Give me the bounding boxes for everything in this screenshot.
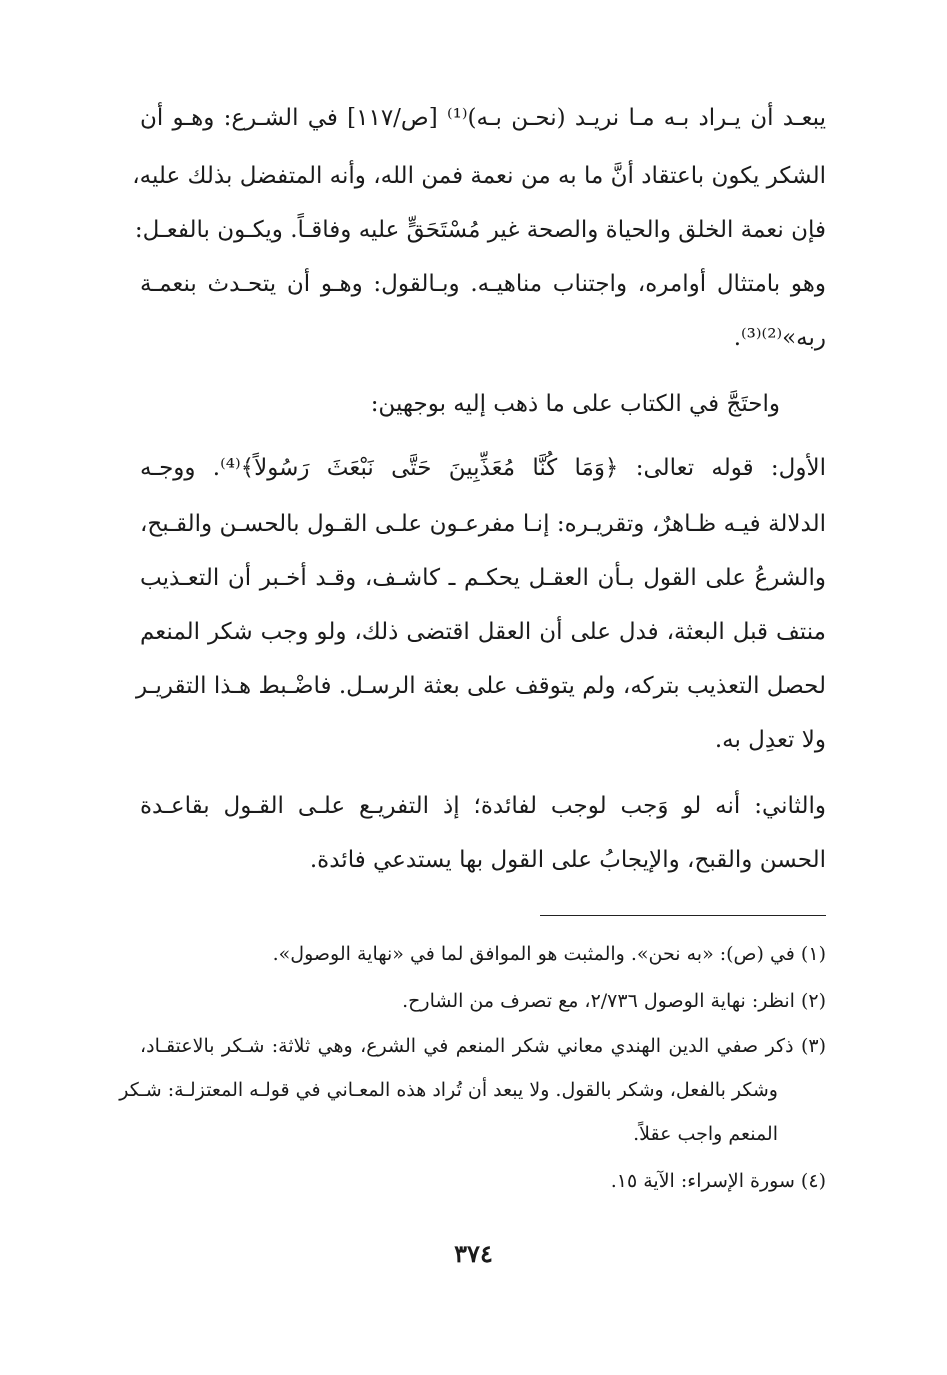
footnote: (٢) انظر: نهاية الوصول ٢/٧٣٦، مع تصرف من الشارح. — [402, 990, 826, 1012]
body-line: لحصل التعذيب بتركه، ولم يتوقف على بعثة الرسـل. فاضْـبط هـذا التقريـر — [136, 673, 826, 699]
body-line: واحتَجَّ في الكتاب على ما ذهب إليه بوجهين: — [370, 391, 780, 417]
body-line: وهو بامتثال أوامره، واجتناب مناهيـه. وبـالقول: وهـو أن يتحـدث بنعمـة — [140, 271, 826, 297]
body-line: ولا تعدِل به. — [714, 727, 826, 753]
body-line: الحسن والقبح، والإيجابُ على القول بها يستدعي فائدة. — [309, 847, 826, 873]
body-line: والشرعُ على القول بـأن العقـل يحكـم ـ كاشـف، وقـد أخـبر أن التعـذيب — [140, 565, 826, 591]
body-line: والثاني: أنه لو وَجب لوجب لفائدة؛ إذ التفريـع علـى القـول بقاعـدة — [140, 793, 826, 819]
body-line: الشكر يكون باعتقاد أنَّ ما به من نعمة فمن الله، وأنه المتفضل بذلك عليه، — [132, 163, 826, 189]
footnote: (٣) ذكر صفي الدين الهندي معاني شكر المنعم في الشرع، وهي ثلاثة: شـكر بالاعتقـاد، — [140, 1035, 826, 1057]
body-line: الدلالة فيـه ظـاهرٌ، وتقريـره: إنـا مفرعـون علـى القـول بالحسـن والقـبح، — [140, 511, 826, 537]
footnote: وشكر بالفعل، وشكر بالقول. ولا يبعد أن تُراد هذه المعـاني في قولـه المعتزلـة: شـكر — [119, 1079, 778, 1101]
body-line: منتف قبل البعثة، فدل على أن العقل اقتضى ذلك، ولو وجب شكر المنعم — [140, 619, 826, 645]
body-line: فإن نعمة الخلق والحياة والصحة غير مُسْتَحَقٍّ عليه وفاقـاً. ويكـون بالفعـل: — [134, 217, 826, 243]
body-line: ربه»⁽²⁾⁽³⁾. — [733, 325, 826, 351]
body-line: يبعـد أن يـراد بـه مـا نريـد (نحـن بـه)⁽¹⁾ [ص/١١٧] في الشـرع: وهـو أن — [140, 105, 826, 131]
footnote: (٤) سورة الإسراء: الآية ١٥. — [610, 1170, 826, 1192]
footnote: (١) في (ص): «به نحن». والمثبت هو الموافق لما في «نهاية الوصول». — [272, 943, 826, 965]
footnote-separator — [540, 915, 826, 916]
body-line: الأول: قوله تعالى: ﴿وَمَا كُنَّا مُعَذِّبِينَ حَتَّى نَبْعَثَ رَسُولاً﴾⁽⁴⁾. ووجـه — [140, 455, 826, 481]
footnote: المنعم واجب عقلاً. — [633, 1123, 778, 1145]
page-number: ٣٧٤ — [454, 1239, 493, 1268]
